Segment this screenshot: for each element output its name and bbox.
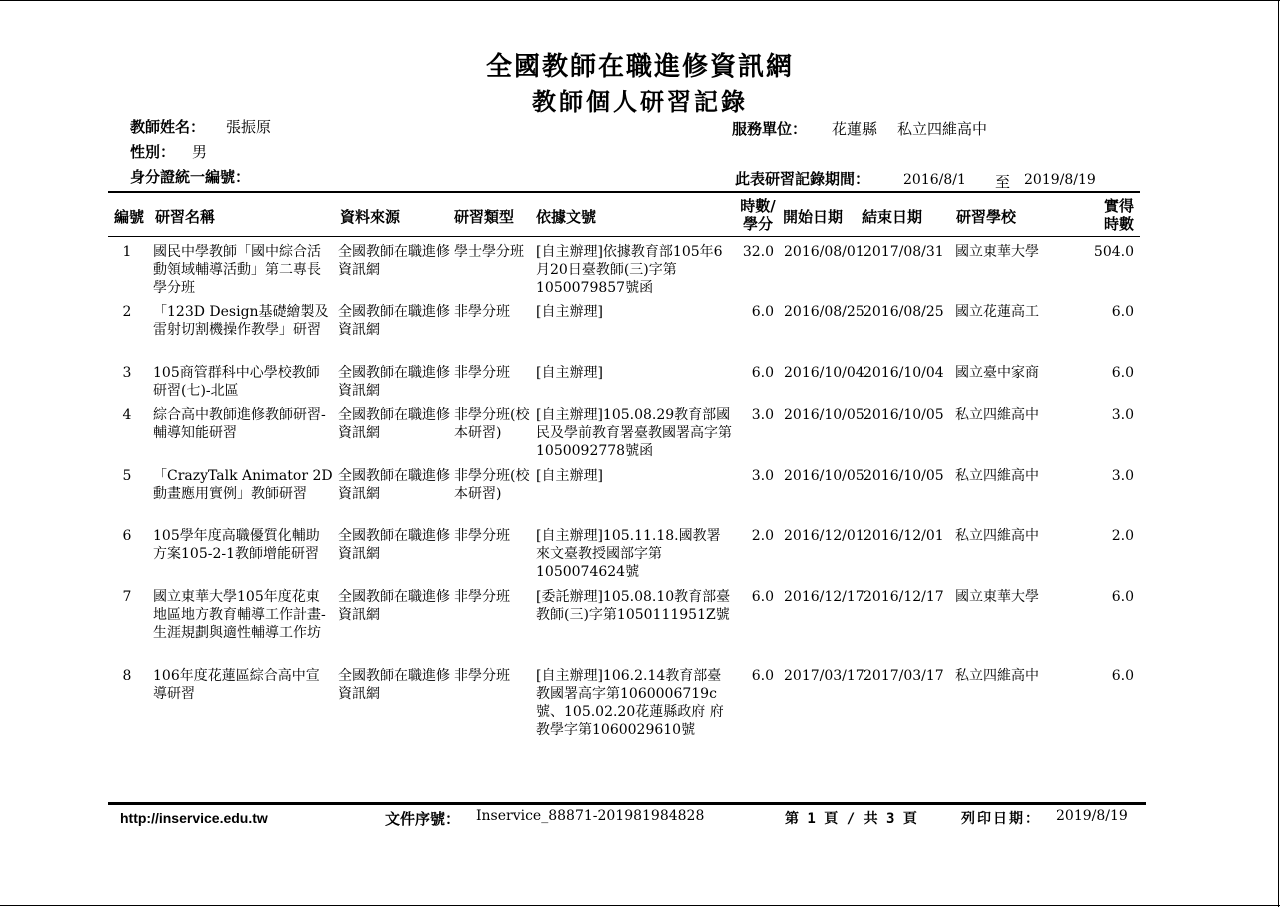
- row-source: 全國教師在職進修資訊網: [338, 468, 450, 502]
- row-hours: 2.0: [751, 528, 774, 544]
- row-doc: [自主辦理]: [536, 304, 603, 320]
- col-header-source: 資料來源: [340, 208, 401, 226]
- row-name: 「CrazyTalk Animator 2D動畫應用實例」教師研習: [153, 468, 333, 502]
- row-end: 2016/12/01: [863, 528, 944, 544]
- row-got-hours: 6.0: [1111, 304, 1134, 320]
- footer-doc-number: Inservice_88871-201981984828: [476, 808, 705, 824]
- id-number-label: 身分證統一編號：: [130, 168, 251, 186]
- row-no: 6: [122, 528, 132, 544]
- row-source: 全國教師在職進修資訊網: [338, 365, 450, 399]
- row-doc: [委託辦理]105.08.10教育部臺教師(三)字第1050111951Z號: [536, 589, 731, 623]
- row-got-hours: 6.0: [1111, 668, 1134, 684]
- footer-url[interactable]: http://inservice.edu.tw: [120, 810, 268, 826]
- col-header-hours-line1: 時數/: [740, 197, 776, 215]
- page-frame-bottom: [0, 905, 1280, 906]
- row-doc: [自主辦理]依據教育部105年6月20日臺教師(三)字第1050079857號函: [536, 244, 723, 296]
- row-type: 非學分班: [454, 304, 510, 320]
- row-school: 國立東華大學: [955, 589, 1039, 605]
- row-got-hours: 3.0: [1111, 407, 1134, 423]
- row-start: 2016/10/04: [784, 365, 865, 381]
- row-hours: 32.0: [742, 244, 774, 260]
- row-type: 學士學分班: [454, 244, 524, 260]
- page-frame-right: [1278, 0, 1279, 907]
- row-type: 非學分班(校本研習): [454, 468, 530, 502]
- row-source: 全國教師在職進修資訊網: [338, 304, 450, 338]
- col-header-type: 研習類型: [454, 208, 515, 226]
- row-start: 2016/12/17: [784, 589, 865, 605]
- row-no: 4: [122, 407, 132, 423]
- row-no: 5: [122, 468, 132, 484]
- row-source: 全國教師在職進修資訊網: [338, 589, 450, 623]
- teacher-name-label: 教師姓名：: [130, 118, 206, 136]
- row-hours: 3.0: [751, 468, 774, 484]
- service-unit-school: 私立四維高中: [897, 120, 988, 138]
- row-end: 2016/10/05: [863, 468, 944, 484]
- row-start: 2016/08/01: [784, 244, 865, 260]
- row-doc: [自主辦理]105.11.18.國教署來文臺教授國部字第1050074624號: [536, 528, 721, 580]
- gender-value: 男: [192, 143, 208, 161]
- teacher-name: 張振原: [226, 118, 272, 136]
- row-hours: 6.0: [751, 589, 774, 605]
- table-header-rule: [108, 236, 1140, 237]
- site-title: 全國教師在職進修資訊網: [485, 52, 794, 82]
- row-doc: [自主辦理]: [536, 468, 603, 484]
- row-start: 2016/12/01: [784, 528, 865, 544]
- service-unit-county: 花蓮縣: [832, 120, 878, 138]
- row-name: 國立東華大學105年度花東地區地方教育輔導工作計畫-生涯規劃與適性輔導工作坊: [153, 589, 326, 641]
- row-no: 8: [122, 668, 132, 684]
- row-doc: [自主辦理]: [536, 365, 603, 381]
- row-hours: 6.0: [751, 365, 774, 381]
- row-name: 105商管群科中心學校教師研習(七)-北區: [153, 365, 320, 399]
- period-to: 至: [995, 173, 1011, 191]
- row-source: 全國教師在職進修資訊網: [338, 244, 450, 278]
- footer-doc-label: 文件序號：: [385, 810, 461, 828]
- row-type: 非學分班: [454, 668, 510, 684]
- period-start: 2016/8/1: [903, 172, 966, 188]
- row-got-hours: 6.0: [1111, 365, 1134, 381]
- footer-print-date: 2019/8/19: [1056, 808, 1128, 824]
- col-header-got: [1099, 197, 1139, 233]
- row-end: 2016/10/04: [863, 365, 944, 381]
- row-school: 私立四維高中: [955, 468, 1039, 484]
- row-hours: 3.0: [751, 407, 774, 423]
- row-start: 2017/03/17: [784, 668, 865, 684]
- row-source: 全國教師在職進修資訊網: [338, 407, 450, 441]
- row-no: 3: [122, 365, 132, 381]
- period-label: 此表研習記錄期間：: [735, 170, 871, 188]
- row-no: 7: [122, 589, 132, 605]
- row-hours: 6.0: [751, 304, 774, 320]
- row-no: 1: [122, 244, 132, 260]
- row-end: 2016/08/25: [863, 304, 944, 320]
- row-school: 私立四維高中: [955, 528, 1039, 544]
- row-name: 國民中學教師「國中綜合活動領域輔導活動」第二專長學分班: [153, 244, 321, 296]
- record-title: 教師個人研習記錄: [532, 87, 748, 116]
- col-header-got-line1: 實得: [1103, 197, 1134, 215]
- row-doc: [自主辦理]105.08.29教育部國民及學前教育署臺教國署高字第1050092778號函: [536, 407, 732, 459]
- footer-page-info: 第 1 頁 / 共 3 頁: [785, 811, 917, 827]
- row-no: 2: [122, 304, 132, 320]
- col-header-got-line2: 時數: [1103, 215, 1134, 233]
- row-type: 非學分班(校本研習): [454, 407, 530, 441]
- row-school: 私立四維高中: [955, 668, 1039, 684]
- col-header-school: 研習學校: [956, 208, 1017, 226]
- row-type: 非學分班: [454, 365, 510, 381]
- row-end: 2017/03/17: [863, 668, 944, 684]
- row-start: 2016/08/25: [784, 304, 865, 320]
- service-unit-label: 服務單位：: [732, 120, 808, 138]
- row-end: 2016/10/05: [863, 407, 944, 423]
- col-header-hours-line2: 學分: [742, 215, 773, 233]
- col-header-end: 結束日期: [862, 208, 923, 226]
- row-school: 國立東華大學: [955, 244, 1039, 260]
- row-end: 2017/08/31: [863, 244, 944, 260]
- row-name: 105學年度高職優質化輔助方案105-2-1教師增能研習: [153, 528, 320, 562]
- row-got-hours: 6.0: [1111, 589, 1134, 605]
- row-source: 全國教師在職進修資訊網: [338, 528, 450, 562]
- gender-label: 性別：: [130, 143, 176, 161]
- row-school: 國立花蓮高工: [955, 304, 1039, 320]
- row-name: 綜合高中教師進修教師研習-輔導知能研習: [153, 407, 326, 441]
- row-name: 106年度花蓮區綜合高中宣導研習: [153, 668, 320, 702]
- row-start: 2016/10/05: [784, 468, 865, 484]
- col-header-name: 研習名稱: [155, 208, 216, 226]
- table-top-rule: [108, 191, 1140, 193]
- footer-print-label: 列印日期：: [961, 811, 1041, 827]
- row-name: 「123D Design基礎繪製及雷射切割機操作教學」研習: [153, 304, 329, 338]
- period-end: 2019/8/19: [1024, 172, 1096, 188]
- col-header-start: 開始日期: [783, 208, 844, 226]
- row-doc: [自主辦理]106.2.14教育部臺教國署高字第1060006719c號、105.02.20花蓮縣政府 府教學字第1060029610號: [536, 668, 724, 738]
- row-school: 國立臺中家商: [955, 365, 1039, 381]
- footer-rule: [108, 802, 1146, 805]
- col-header-hours: [737, 197, 779, 233]
- row-got-hours: 3.0: [1111, 468, 1134, 484]
- row-source: 全國教師在職進修資訊網: [338, 668, 450, 702]
- page-frame-top: [0, 0, 1280, 1]
- row-got-hours: 2.0: [1111, 528, 1134, 544]
- row-start: 2016/10/05: [784, 407, 865, 423]
- row-hours: 6.0: [751, 668, 774, 684]
- row-type: 非學分班: [454, 528, 510, 544]
- col-header-doc: 依據文號: [536, 208, 597, 226]
- col-header-no: 編號: [114, 208, 145, 226]
- row-school: 私立四維高中: [955, 407, 1039, 423]
- row-end: 2016/12/17: [863, 589, 944, 605]
- row-type: 非學分班: [454, 589, 510, 605]
- row-got-hours: 504.0: [1093, 244, 1134, 260]
